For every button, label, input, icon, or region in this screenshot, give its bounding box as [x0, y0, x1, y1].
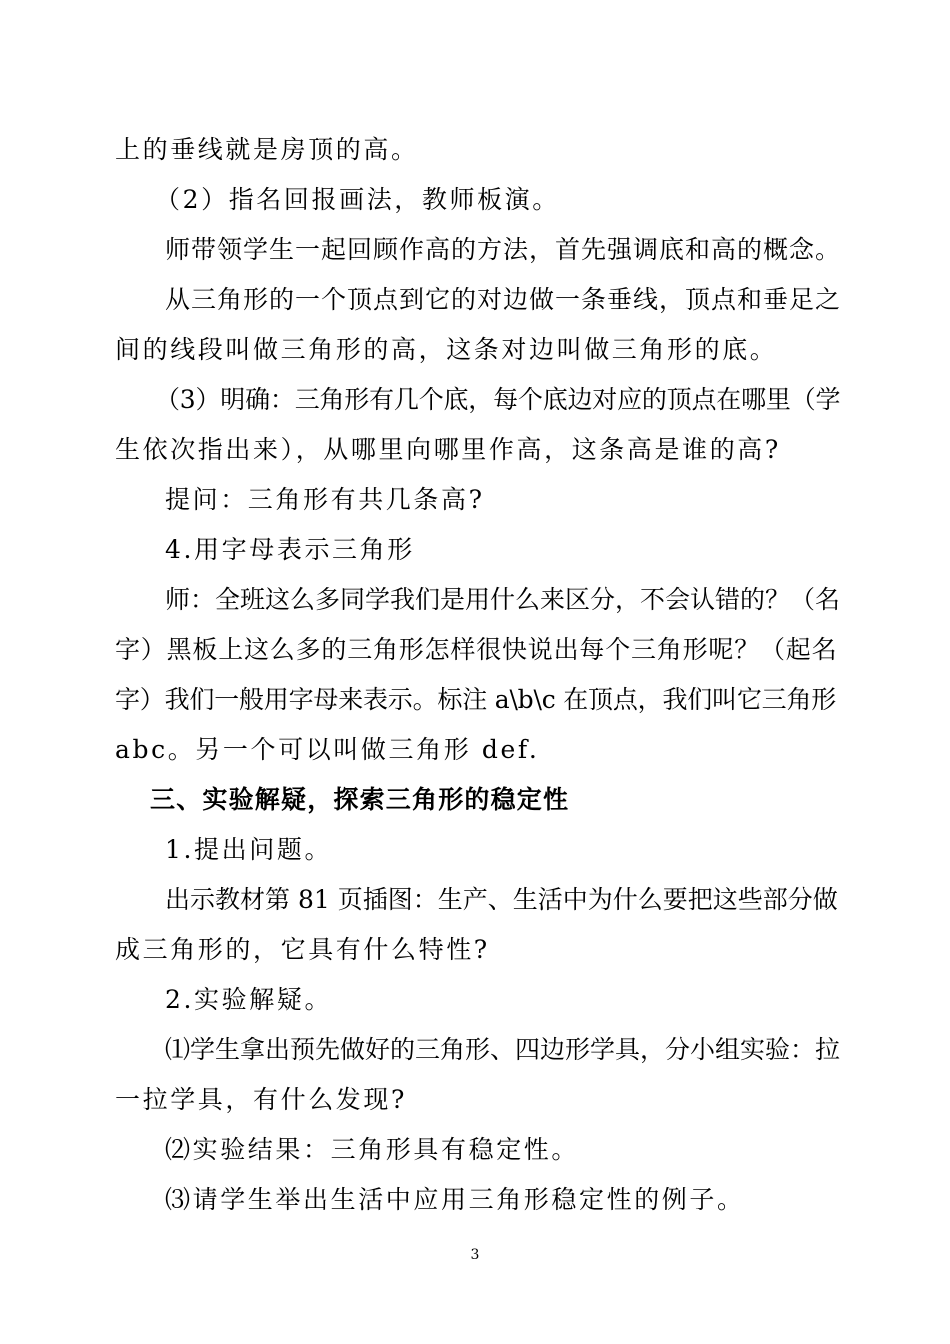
text-line-5: 间的线段叫做三角形的高，这条对边叫做三角形的底。: [115, 335, 778, 364]
text-line-20: 一拉学具，有什么发现?: [115, 1085, 408, 1114]
text-line-17: 成三角形的，它具有什么特性?: [115, 935, 490, 964]
text-line-12: 字）我们一般用字母来表示。标注 a\b\c 在顶点，我们叫它三角形: [115, 685, 837, 714]
text-line-9: 4.用字母表示三角形: [165, 535, 415, 564]
text-line-15: 1.提出问题。: [165, 835, 333, 864]
text-line-22: ⑶请学生举出生活中应用三角形稳定性的例子。: [165, 1185, 745, 1214]
text-line-18: 2.实验解疑。: [165, 985, 333, 1014]
text-line-2: （2）指名回报画法，教师板演。: [155, 185, 560, 214]
text-line-11: 字）黑板上这么多的三角形怎样很快说出每个三角形呢？（起名: [115, 635, 838, 664]
text-line-3: 师带领学生一起回顾作高的方法，首先强调底和高的概念。: [165, 235, 842, 264]
page-number: 3: [470, 1247, 480, 1263]
text-line-7: 生依次指出来），从哪里向哪里作高，这条高是谁的高?: [115, 435, 781, 464]
text-line-19: ⑴学生拿出预先做好的三角形、四边形学具，分小组实验：拉: [165, 1035, 841, 1064]
text-line-16: 出示教材第 81 页插图：生产、生活中为什么要把这些部分做: [165, 885, 838, 914]
text-line-6: （3）明确：三角形有几个底，每个底边对应的顶点在哪里（学: [155, 385, 841, 414]
section-heading: 三、实验解疑，探索三角形的稳定性: [150, 785, 570, 814]
text-line-4: 从三角形的一个顶点到它的对边做一条垂线，顶点和垂足之: [165, 285, 842, 314]
text-line-8: 提问：三角形有共几条高?: [165, 485, 485, 514]
text-line-21: ⑵实验结果：三角形具有稳定性。: [165, 1135, 580, 1164]
text-line-13: abc。另一个可以叫做三角形 def.: [115, 735, 540, 764]
text-line-10: 师：全班这么多同学我们是用什么来区分，不会认错的？（名: [165, 585, 841, 614]
text-line-1: 上的垂线就是房顶的高。: [115, 135, 419, 164]
